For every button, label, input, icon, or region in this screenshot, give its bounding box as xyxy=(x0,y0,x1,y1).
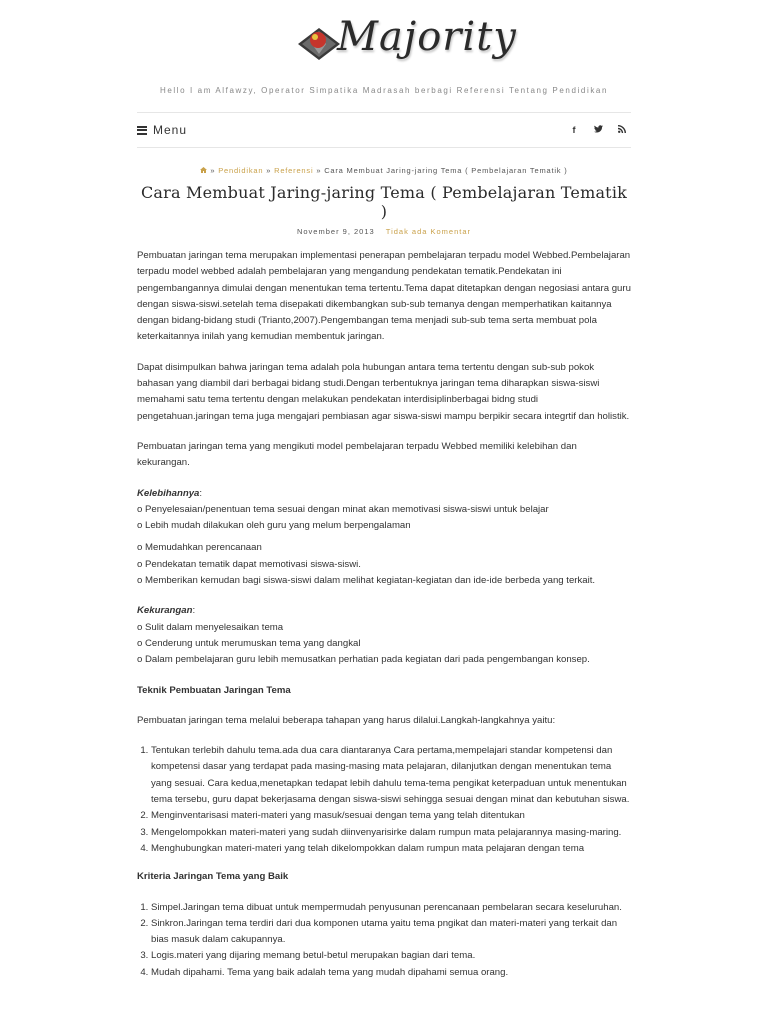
main-nav xyxy=(137,112,631,148)
social-links xyxy=(569,125,627,135)
kelebihan-block: Kelebihannya: o Penyelesaian/penentuan tema sesuai dengan minat akan memotivasi siswa-siswi untuk belajar o Lebih mudah dilakukan oleh guru yang melum berpengalaman xyxy=(137,487,549,532)
breadcrumb-current: Cara Membuat Jaring-jaring Tema ( Pembelajaran Tematik ) xyxy=(324,166,568,175)
home-icon[interactable] xyxy=(200,167,207,173)
comments-link[interactable]: Tidak ada Komentar xyxy=(385,227,472,236)
paragraph-intro: Pembuatan jaringan tema merupakan implementasi penerapan pembelajaran terpadu model Webbed.Pembelajaran terpadu model webbed adalah pembelajaran yang mengandung pendekatan tematik.Pendekatan ini pengembangannya dimulai dengan menentukan tema tertentu.Tema dapat ditetapkan dengan negosiasi antara guru dengan siswa-siswi.setelah tema disepakati dikembangkan sub-sub temanya dengan memperhatikan kaitannya dengan bidang-bidang studi (Trianto,2007).Pengembangan tema menjadi sub-sub tema serta membuat pola keterkaitannya inilah yang kemudian membentuk jaringan. xyxy=(137,250,631,343)
kekurangan-item: o Cenderung untuk merumuskan tema yang dangkal xyxy=(137,637,361,649)
list-item: 3. Logis.materi yang dijaring memang betul-betul merupakan bagian dari tema. xyxy=(151,948,631,964)
list-item: 4. Menghubungkan materi-materi yang telah dikelompokkan dalam rumpun mata pelajaran dengan tema xyxy=(151,841,631,857)
kelebihan-item: o Memudahkan perencanaan xyxy=(137,542,262,554)
site-header xyxy=(137,0,631,112)
post-meta xyxy=(137,227,631,236)
post-content xyxy=(137,248,631,981)
logo-wordmark: Majority xyxy=(337,14,517,60)
twitter-icon[interactable] xyxy=(593,125,603,135)
breadcrumb-item-pendidikan[interactable]: Pendidikan xyxy=(218,166,264,175)
kelebihan-item: o Lebih mudah dilakukan oleh guru yang melum berpengalaman xyxy=(137,520,411,532)
list-item: 1. Tentukan terlebih dahulu tema.ada dua cara diantaranya Cara pertama,mempelajari standar kompetensi dan kompetensi dasar yang terdapat pada masing-masing mata pelajaran, dilanjutkan dengan menentukan tema yang sesuai. Cara kedua,menetapkan tedapat lebih dahulu tema-tema pengikat keterpaduan untuk menentukan tema tersebu, guru dapat bekerjasama dengan siswa-siswi sehingga sesuai dengan minat dan kebutuhan siswa. xyxy=(151,743,631,808)
paragraph-webbed: Pembuatan jaringan tema yang mengikuti model pembelajaran terpadu Webbed memiliki kelebihan dan kekurangan. xyxy=(137,440,577,469)
site-tagline: Hello I am Alfawzy, Operator Simpatika Madrasah berbagi Referensi Tentang Pendidikan xyxy=(159,86,609,95)
post-date: November 9, 2013 xyxy=(296,227,375,236)
teknik-steps-list xyxy=(137,743,631,857)
teknik-intro: Pembuatan jaringan tema melalui beberapa tahapan yang harus dilalui.Langkah-langkahnya yaitu: xyxy=(137,714,556,726)
kelebihan-item: o Pendekatan tematik dapat memotivasi siswa-siswi. xyxy=(137,558,361,570)
menu-button[interactable] xyxy=(137,123,187,137)
kelebihan-item: o Penyelesaian/penentuan tema sesuai dengan minat akan memotivasi siswa-siswi untuk belajar xyxy=(137,503,549,515)
teknik-heading: Teknik Pembuatan Jaringan Tema xyxy=(137,684,291,696)
list-item: 2. Menginventarisasi materi-materi yang masuk/sesuai dengan tema yang telah ditentukan xyxy=(151,808,631,824)
kekurangan-block: Kekurangan: o Sulit dalam menyelesaikan tema o Cenderung untuk merumuskan tema yang dangkal o Dalam pembelajaran guru lebih memusatkan perhatian pada kegiatan dari pada pengembangan konsep. xyxy=(137,605,590,666)
site-logo[interactable] xyxy=(137,0,631,80)
breadcrumb-sep: » xyxy=(316,166,322,175)
list-item: 3. Mengelompokkan materi-materi yang sudah diinvenyarisirke dalam rumpun mata pelajarannya masing-maring. xyxy=(151,825,631,841)
page xyxy=(137,0,631,981)
list-item: 1. Simpel.Jaringan tema dibuat untuk mempermudah penyusunan perencanaan pembelaran secara keseluruhan. xyxy=(151,900,631,916)
kelebihan-label: Kelebihannya xyxy=(137,487,200,499)
kriteria-heading: Kriteria Jaringan Tema yang Baik xyxy=(137,871,289,883)
facebook-icon[interactable]: f xyxy=(572,125,576,135)
menu-label: Menu xyxy=(153,123,188,137)
hamburger-icon xyxy=(137,126,147,135)
kekurangan-item: o Sulit dalam menyelesaikan tema xyxy=(137,621,284,633)
list-item: 2. Sinkron.Jaringan tema terdiri dari dua komponen utama yaitu tema pngikat dan materi-materi yang terkait dan bias masuk dalam cakupannya. xyxy=(151,916,631,949)
kekurangan-item: o Dalam pembelajaran guru lebih memusatkan perhatian pada kegiatan dari pada pengembangan konsep. xyxy=(137,654,590,666)
breadcrumb-sep: » xyxy=(266,166,272,175)
rss-icon[interactable] xyxy=(617,125,627,135)
breadcrumb-sep: » xyxy=(210,166,216,175)
kelebihan-item: o Memberikan kemudan bagi siswa-siswi dalam melihat kegiatan-kegiatan dan ide-ide berbeda yang terkait. xyxy=(137,575,596,587)
logo-diamond-icon xyxy=(296,24,342,64)
paragraph-conclusion: Dapat disimpulkan bahwa jaringan tema adalah pola hubungan antara tema tertentu dengan sub-sub pokok bahasan yang diambil dari berbagai bidang studi.Dengan terbentuknya jaringan tema diharapkan siswa-siswi memahami satu tema tertentu dengan melakukan pendekatan interdisiplinberbagai bidng studi pengetahuan.jaringan tema juga mengajari pembiasan agar siswa-siswi mampu berpikir secara integrtif dan holistik. xyxy=(137,361,630,422)
breadcrumb xyxy=(137,166,631,175)
list-item: 4. Mudah dipahami. Tema yang baik adalah tema yang mudah dipahami semua orang. xyxy=(151,965,631,981)
kelebihan-block-2 xyxy=(137,540,631,589)
post-title: Cara Membuat Jaring-jaring Tema ( Pembelajaran Tematik ) xyxy=(140,183,628,221)
kekurangan-label: Kekurangan xyxy=(137,605,193,617)
kriteria-list xyxy=(137,900,631,981)
breadcrumb-item-referensi[interactable]: Referensi xyxy=(274,166,314,175)
